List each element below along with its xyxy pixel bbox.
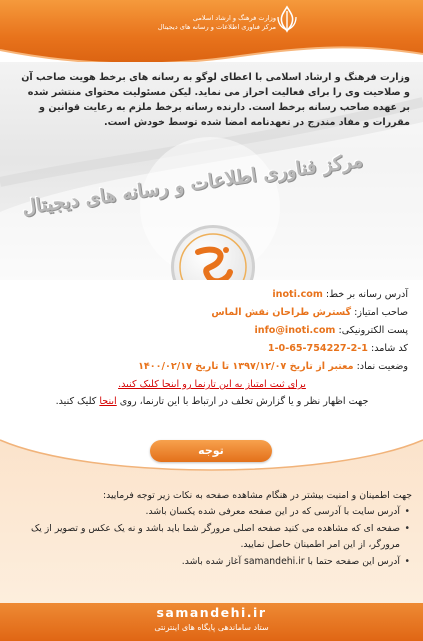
address-value: inoti.com xyxy=(272,289,323,300)
header-bar xyxy=(0,0,423,62)
email-value: info@inoti.com xyxy=(254,325,336,336)
address-label: آدرس رسانه بر خط: xyxy=(325,289,408,300)
footer-subtitle: ستاد ساماندهی پایگاه های اینترنتی xyxy=(154,623,269,632)
intro-text: وزارت فرهنگ و ارشاد اسلامی با اعطای لوگو به رسانه های برخط هویت صاحب آن و صلاحیت وی را برای فعالیت احراز می نماید. لیکن مسئولیت محتوای منتشر شده بر عهده صاحب رسانه برخط است. دارنده رسانه برخط ملزم به رعایت قوانین و مقررات و مفاد مندرج در تعهدنامه امضا شده توسط خودش است. xyxy=(21,72,410,128)
center-name: مرکز فناوری اطلاعات و رسانه های دیجیتال xyxy=(157,23,276,31)
ministry-name: وزارت فرهنگ و ارشاد اسلامی xyxy=(192,14,276,22)
report-prefix: جهت اظهار نظر و یا گزارش تخلف در ارتباط با این تارنما، روی xyxy=(119,396,369,407)
media-info xyxy=(16,286,408,411)
report-suffix: کلیک کنید. xyxy=(55,396,97,407)
email-row xyxy=(16,322,408,340)
owner-label: صاحب امتیاز: xyxy=(354,307,408,318)
status-label: وضعیت نماد: xyxy=(356,361,408,372)
footer-bar xyxy=(0,603,423,641)
code-row xyxy=(16,340,408,358)
footer-brand[interactable]: samandehi.ir xyxy=(156,605,267,620)
owner-value: گسترش طراحان نقش الماس xyxy=(211,307,352,318)
attention-list xyxy=(12,504,412,570)
attention-section xyxy=(0,436,423,603)
attention-item: • آدرس سایت با آدرسی که در این صفحه معرفی شده یکسان باشد. xyxy=(12,504,400,520)
status-value: معتبر از تاریخ ۱۳۹۷/۱۲/۰۷ تا تاریخ ۱۴۰۰/۰۲/۱۷ xyxy=(138,361,354,372)
attention-item: • آدرس این صفحه حتما با samandehi.ir آغاز شده باشد. xyxy=(12,554,400,570)
status-row xyxy=(16,358,408,376)
iran-emblem-icon xyxy=(274,5,300,33)
code-label: کد شامد: xyxy=(370,343,408,354)
renew-link[interactable]: برای ثبت امتیاز به این تارنما رو اینجا کلیک کنید. xyxy=(118,379,306,390)
report-row xyxy=(16,393,408,411)
report-link[interactable]: اینجا xyxy=(99,396,117,407)
ministry-text xyxy=(136,14,276,32)
samandehi-seal-icon xyxy=(168,222,258,280)
attention-intro: جهت اطمینان و امنیت بیشتر در هنگام مشاهده صفحه به نکات زیر توجه فرمایید: xyxy=(102,490,412,501)
attention-body xyxy=(12,488,412,570)
code-value: 1-0-65-754227-2-1 xyxy=(267,343,368,354)
owner-row xyxy=(16,304,408,322)
center-watermark: مرکز فناوری اطلاعات و رسانه های دیجیتال xyxy=(20,149,365,219)
address-row xyxy=(16,286,408,304)
intro-banner xyxy=(0,62,423,280)
attention-item: • صفحه ای که مشاهده می کنید صفحه اصلی مرورگر شما باید باشد و نه یک عکس و تصویر از یک مرورگر، از این امر اطمینان حاصل نمایید. xyxy=(12,521,400,554)
attention-title: توجه xyxy=(150,440,272,462)
email-label: پست الکترونیکی: xyxy=(338,325,408,336)
